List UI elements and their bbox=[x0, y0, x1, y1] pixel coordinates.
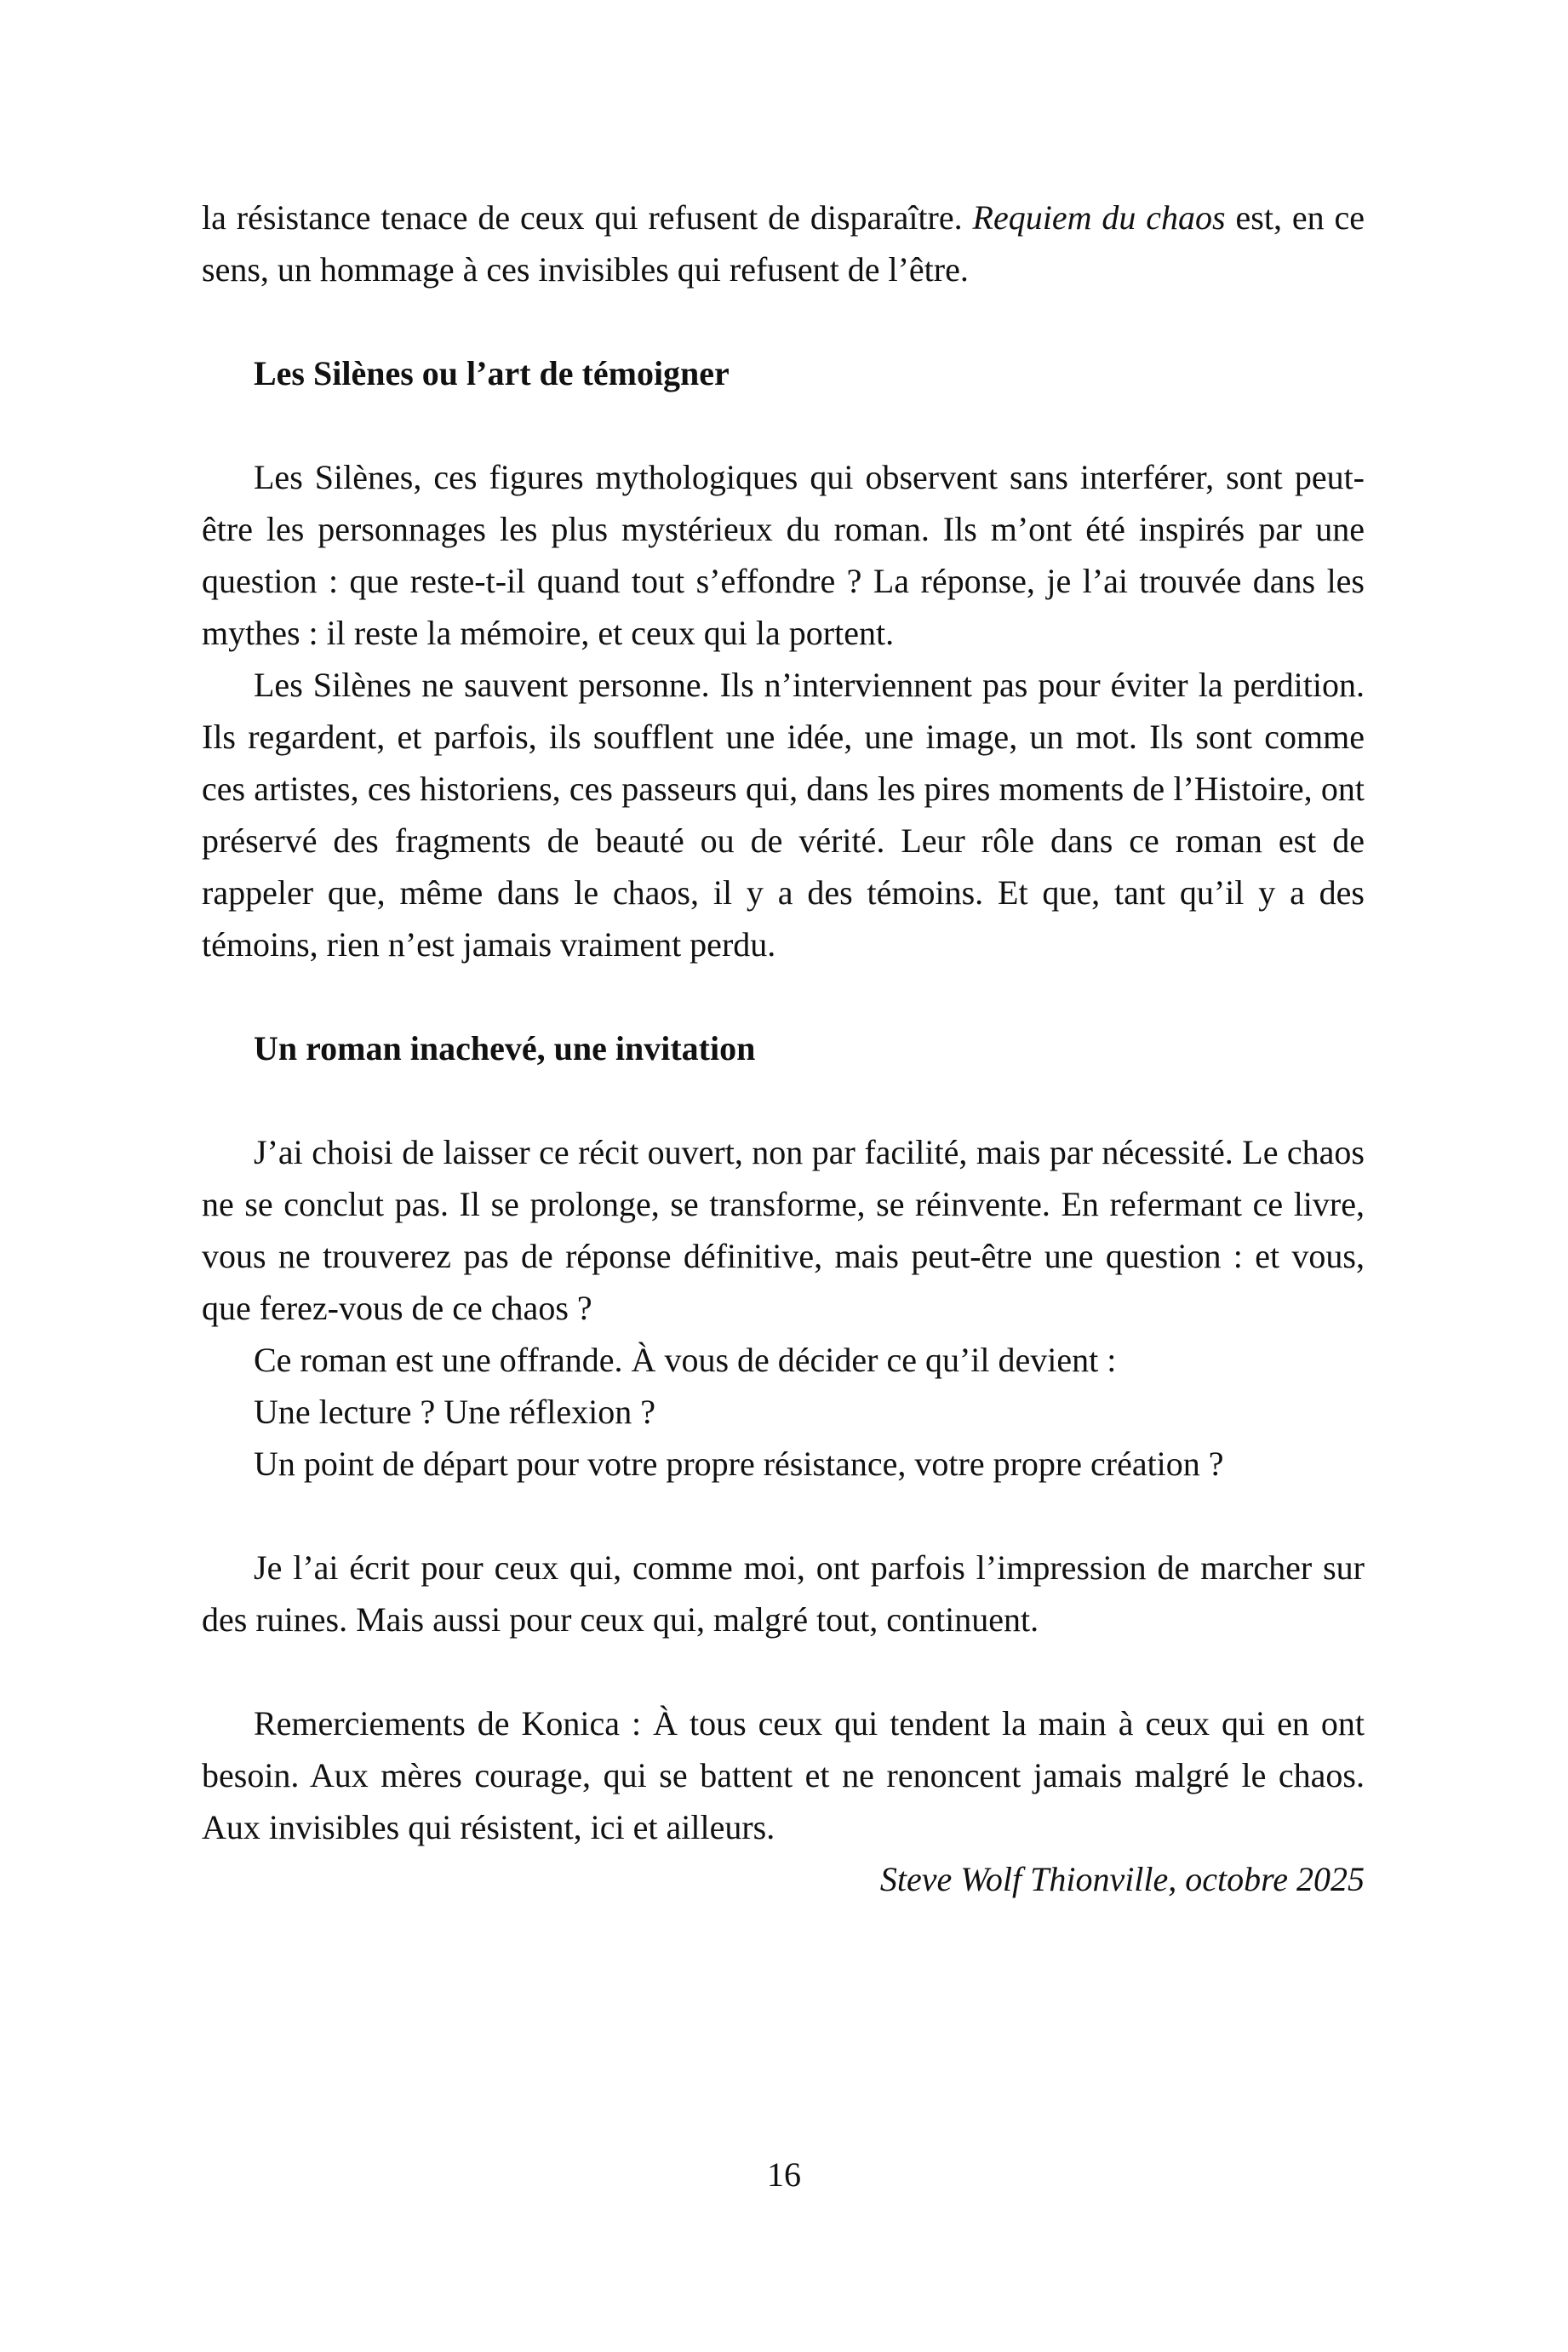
page-number: 16 bbox=[767, 2155, 801, 2194]
page-body bbox=[202, 192, 1365, 1905]
paragraph-intro-text-b: est, en ce sens, un hommage à ces invisibles qui refusent de l’être. bbox=[202, 198, 1365, 289]
line-point-de-depart: Un point de départ pour votre propre résistance, votre propre création ? bbox=[254, 1445, 1224, 1483]
paragraph-invitation-1: J’ai choisi de laisser ce récit ouvert, non par facilité, mais par nécessité. Le chaos ne se conclut pas. Il se prolonge, se transforme, se réinvente. En refermant ce livre, vous ne trouverez pas de réponse définitive, mais peut-être une question : et vous, que ferez-vous de ce chaos ? bbox=[202, 1133, 1365, 1327]
line-offrande: Ce roman est une offrande. À vous de décider ce qu’il devient : bbox=[254, 1341, 1117, 1379]
spacer bbox=[202, 1490, 1365, 1542]
paragraph-silenes-1: Les Silènes, ces figures mythologiques qui observent sans interférer, sont peut-être les personnages les plus mystérieux du roman. Ils m’ont été inspirés par une question : que reste-t-il quand tout s’effondre ? La réponse, je l’ai trouvée dans les mythes : il reste la mémoire, et ceux qui la portent. bbox=[202, 458, 1365, 652]
spacer bbox=[202, 399, 1365, 451]
paragraph-intro-text-a: la résistance tenace de ceux qui refusent de disparaître. bbox=[202, 198, 973, 237]
spacer bbox=[202, 1074, 1365, 1126]
spacer bbox=[202, 1645, 1365, 1697]
book-title-italic: Requiem du chaos bbox=[972, 198, 1226, 237]
paragraph-thanks: Remerciements de Konica : À tous ceux qui tendent la main à ceux qui en ont besoin. Aux mères courage, qui se battent et ne renoncent jamais malgré le chaos. Aux invisibles qui résistent, ici et ailleurs. bbox=[202, 1704, 1365, 1846]
section-heading-silenes: Les Silènes ou l’art de témoigner bbox=[254, 354, 730, 392]
paragraph-closing: Je l’ai écrit pour ceux qui, comme moi, ont parfois l’impression de marcher sur des ruines. Mais aussi pour ceux qui, malgré tout, continuent. bbox=[202, 1548, 1365, 1639]
spacer bbox=[202, 295, 1365, 347]
section-heading-invitation: Un roman inachevé, une invitation bbox=[254, 1029, 756, 1067]
line-lecture: Une lecture ? Une réflexion ? bbox=[254, 1393, 655, 1431]
paragraph-silenes-2: Les Silènes ne sauvent personne. Ils n’interviennent pas pour éviter la perdition. Ils regardent, et parfois, ils soufflent une idée, une image, un mot. Ils sont comme ces artistes, ces historiens, ces passeurs qui, dans les pires moments de l’Histoire, ont préservé des fragments de beauté ou de vérité. Leur rôle dans ce roman est de rappeler que, même dans le chaos, il y a des témoins. Et que, tant qu’il y a des témoins, rien n’est jamais vraiment perdu. bbox=[202, 666, 1365, 964]
author-signature: Steve Wolf Thionville, octobre 2025 bbox=[879, 1860, 1365, 1898]
paragraph-intro bbox=[202, 192, 1365, 295]
spacer bbox=[202, 970, 1365, 1022]
